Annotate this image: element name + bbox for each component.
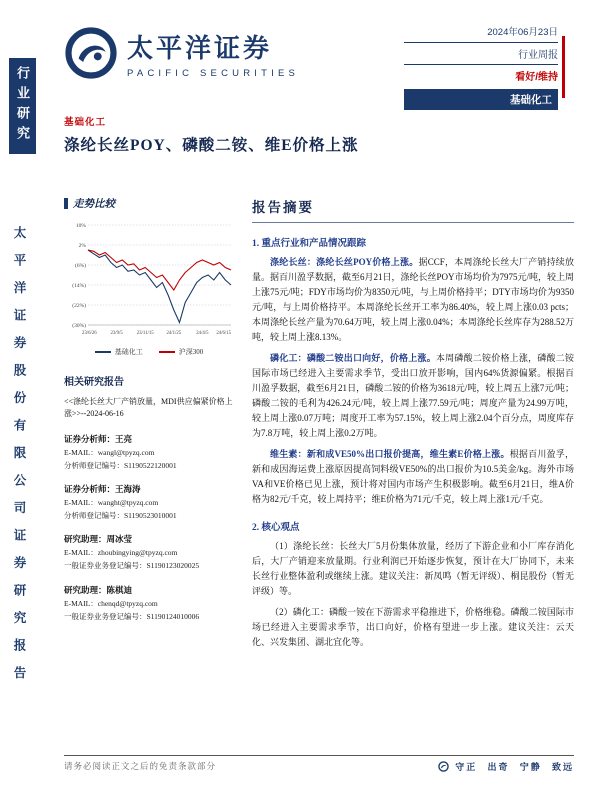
section-1-heading: 1. 重点行业和产品情况跟踪 [252,239,367,249]
reg-number: S1190124010006 [146,611,200,621]
reg-label: 分析师登记编号： [64,460,124,470]
analyst-role: 证券分析师： [64,484,116,495]
industry-rating: 看好/维持 [515,72,558,83]
analyst-role-name [64,584,234,596]
analyst-role: 证券分析师： [64,433,116,444]
email-label: E-MAIL： [64,447,98,457]
email-value: zhoubingying@tpyzq.com [97,548,178,558]
analyst-role-name [64,533,234,545]
footer-motto-text: 守正 出奇 宁静 致远 [455,761,574,772]
core-view-paragraph-1: （1）涤纶长丝：长丝大厂5月份集体放量，经历了下游企业和小厂库存消化后，大厂产销迎来放量期。行业利润已开始逐步恢复，预计在大厂协同下，未来长丝行业整体盈利或继续上涨。建议关注：新凤鸣（暂无评级）、桐昆股份（暂无评级）等。 [252,541,574,596]
trend-comparison-header [64,196,234,211]
footer-motto-block [438,760,574,773]
reg-label: 分析师登记编号： [64,511,124,521]
analyst-role-name [64,433,234,445]
analyst-role: 研究助理： [64,534,107,545]
analyst-email [64,448,234,458]
svg-text:24/4/5: 24/4/5 [196,331,209,336]
reg-number: S1190123020025 [146,561,200,571]
footer-logo-icon [438,761,449,772]
legend-item-index [159,347,204,357]
section-2-heading: 2. 核心观点 [252,523,300,533]
svg-text:(14%): (14%) [72,282,86,289]
paragraph-lead: 涤纶长丝：涤纶长丝POY价格上涨。 [270,257,419,267]
analyst-name: 陈棋迪 [106,584,133,595]
analyst-email [64,548,234,558]
related-report-item: <<涤纶长丝大厂产销放量，MDI供应偏紧价格上涨>>--2024-06-16 [64,397,233,419]
meta-accent-line [562,36,565,98]
svg-text:(22%): (22%) [72,302,86,309]
email-label: E-MAIL： [64,498,98,508]
core-view-paragraph-2: （2）磷化工：磷酸一铵在下游需求平稳推进下，价格维稳。磷酸二铵国际市场已经进入主要需求季节，出口向好，价格有望进一步上涨。建议关注：云天化、兴发集团、湖北宜化等。 [252,607,574,647]
paragraph-body: 据CCF，本周涤纶长丝大厂产销持续放量。据百川盈孚数据，截至6月21日，涤纶长丝POY市场均价为7975元/吨，较上周上涨75元/吨；FDY市场均价为8350元/吨，与上周价格持平；DTY市场均价为9350元/吨，与上周价格持平。本周涤纶长丝开工率为86.40%，较上周上涨0.03 pcts；本周涤纶长丝产量为70.64万吨，较上周上涨0.04%；本周涤纶长丝库存为288.52万吨，较上周上涨8.13%。 [252,257,575,342]
legend-line-swatch-navy [95,351,111,353]
footer [64,758,574,774]
summary-paragraph-polyester [252,255,574,345]
reg-number: S1190523010001 [124,511,177,521]
analyst-name: 王海涛 [115,484,141,495]
brand-name-en: PACIFIC SECURITIES [127,67,300,79]
email-value: chenqd@tpyzq.com [97,598,158,608]
summary-heading: 报告摘要 [252,196,574,223]
pacific-securities-logo-icon [64,26,118,80]
paragraph-lead: 磷化工：磷酸二铵出口向好，价格上涨。 [270,353,436,363]
report-summary-column [252,196,574,650]
svg-text:24/6/15: 24/6/15 [216,331,231,336]
paragraph-body: 根据百川盈孚，新和成因海运费上涨原因提高饲料级VE50%的出口报价为10.5美金/kg。海外市场VA和VE价格已见上涨，预计将对国内市场产生积极影响。截至6月21日，维A价格为82元/千克，较上周持平；维E价格为71元/千克，较上周上涨1元/千克。 [252,449,574,504]
svg-text:10%: 10% [75,222,86,229]
brand-name-cn: 太平洋证券 [127,33,273,63]
svg-text:24/1/25: 24/1/25 [166,331,182,336]
brand-names [127,28,299,79]
analyst-name: 周冰莹 [106,534,133,545]
analyst-registration [64,461,234,471]
legend-label: 沪深300 [178,348,204,356]
industry-name-bar: 基础化工 [404,89,558,110]
email-label: E-MAIL： [64,548,98,558]
analyst-registration [64,511,234,521]
legend-label: 基础化工 [114,348,143,356]
disclaimer-text: 请务必阅读正文之后的免责条款部分 [64,761,217,771]
reg-label: 一般证券业务登记编号： [64,561,147,571]
sidebar-research-type-label: 行业研究 [9,58,36,154]
legend-item-industry [95,347,143,357]
analyst-registration [64,612,234,622]
analyst-block [64,433,234,471]
svg-text:23/6/26: 23/6/26 [82,331,97,336]
analyst-email [64,599,234,609]
svg-text:(30%): (30%) [72,322,86,329]
report-meta-block [404,24,558,110]
analyst-block [64,584,234,622]
paragraph-lead: 维生素：新和成VE50%出口报价提高，维生素E价格上涨。 [270,449,510,459]
related-reports-title: 相关研究报告 [64,377,124,388]
left-column [64,196,234,622]
analyst-name: 王亮 [115,433,133,444]
summary-paragraph-vitamin [252,447,574,507]
report-date: 2024年06月23日 [487,27,558,38]
chart-legend [64,347,234,357]
analyst-role-name [64,483,234,495]
reg-number: S1190522120001 [124,460,177,470]
analyst-registration [64,561,234,571]
analyst-role: 研究助理： [64,584,107,595]
reg-label: 一般证券业务登记编号： [64,611,147,621]
email-value: wangl@tpyzq.com [97,447,155,457]
svg-text:23/11/15: 23/11/15 [136,331,154,336]
sidebar-company-vertical-text: 太平洋证券股份有限公司证券研究报告 [12,226,26,694]
square-bullet-icon [64,198,68,209]
category-tag: 基础化工 [64,118,107,128]
summary-paragraph-phosphate [252,351,574,441]
analyst-block [64,483,234,521]
svg-text:(6%): (6%) [75,262,86,269]
trend-comparison-title: 走势比较 [73,199,115,210]
trend-comparison-chart [64,219,234,345]
brand-block [64,26,299,80]
legend-line-swatch-red [159,351,175,353]
paragraph-body: 本周磷酸二铵价格上涨，磷酸二铵国际市场已经进入主要需求季节，受出口放开影响，国内64%货源偏紧。根据百川盈孚数据，截至6月21日，磷酸二铵的价格为3618元/吨，较上周五上涨7元/吨；磷酸二铵的毛利为426.24元/吨，较上周上涨77.59元/吨；周度产量为24.99万吨，较上周上涨0.07万吨；周度开工率为57.15%，较上周上涨2.04个百分点，周度库存为7.8万吨，较上周上涨0.2万吨。 [252,353,574,438]
svg-text:23/9/5: 23/9/5 [110,331,123,336]
analyst-email [64,498,234,508]
report-title: 涤纶长丝POY、磷酸二铵、维E价格上涨 [64,137,359,154]
email-value: wanght@tpyzq.com [97,498,159,508]
report-type-label: 行业周报 [518,50,558,61]
footer-divider [64,755,574,756]
svg-text:2%: 2% [78,242,86,249]
email-label: E-MAIL： [64,598,98,608]
analyst-block [64,533,234,571]
